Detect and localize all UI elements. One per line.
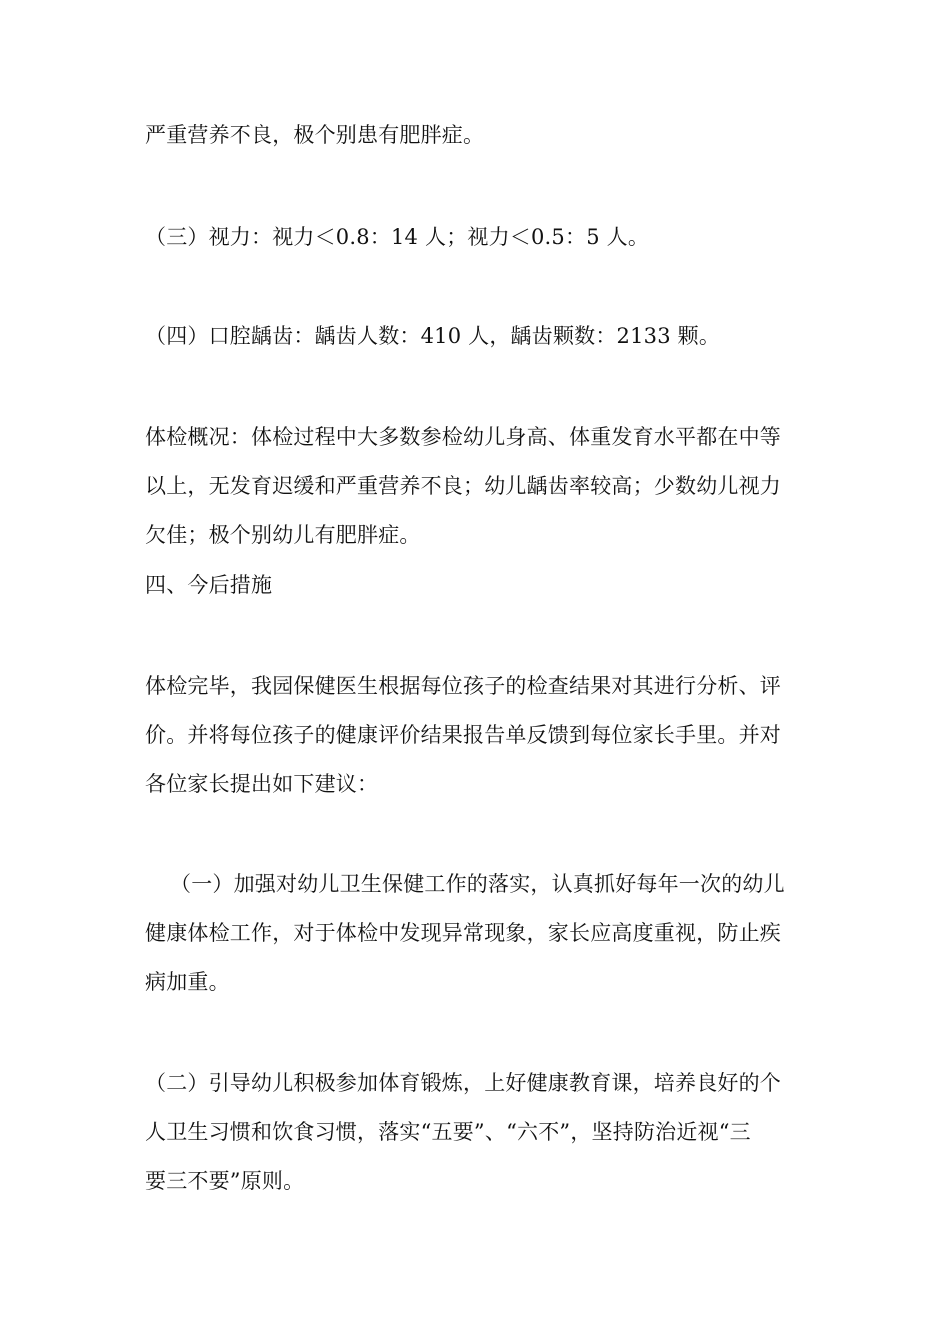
text-line-overview-2: 以上，无发育迟缓和严重营养不良；幼儿龋齿率较高；少数幼儿视力: [145, 474, 781, 498]
text-line-after-exam-1: 体检完毕，我园保健医生根据每位孩子的检查结果对其进行分析、评: [145, 674, 781, 698]
text-line-after-exam-3: 各位家长提出如下建议：: [145, 772, 379, 796]
text-line-suggestion-1-c: 病加重。: [145, 970, 230, 994]
text-line-suggestion-2-c: 要三不要”原则。: [145, 1169, 305, 1193]
text-line-after-exam-2: 价。并将每位孩子的健康评价结果报告单反馈到每位家长手里。并对: [145, 723, 781, 747]
section-heading-future-measures: 四、今后措施: [145, 573, 273, 597]
text-line-malnutrition-continued: 严重营养不良，极个别患有肥胖症。: [145, 123, 485, 147]
text-line-suggestion-1-a: （一）加强对幼儿卫生保健工作的落实，认真抓好每年一次的幼儿: [170, 872, 785, 896]
text-line-dental-caries: （四）口腔龋齿：龋齿人数：410 人，龋齿颗数：2133 颗。: [145, 324, 721, 348]
text-line-suggestion-2-b: 人卫生习惯和饮食习惯，落实“五要”、“六不”，坚持防治近视“三: [145, 1120, 751, 1144]
text-line-vision: （三）视力：视力＜0.8：14 人；视力＜0.5：5 人。: [145, 225, 650, 249]
text-line-overview-3: 欠佳；极个别幼儿有肥胖症。: [145, 523, 421, 547]
text-line-suggestion-1-b: 健康体检工作，对于体检中发现异常现象，家长应高度重视，防止疾: [145, 921, 781, 945]
text-line-overview-1: 体检概况：体检过程中大多数参检幼儿身高、体重发育水平都在中等: [145, 425, 781, 449]
text-line-suggestion-2-a: （二）引导幼儿积极参加体育锻炼，上好健康教育课，培养良好的个: [145, 1071, 781, 1095]
